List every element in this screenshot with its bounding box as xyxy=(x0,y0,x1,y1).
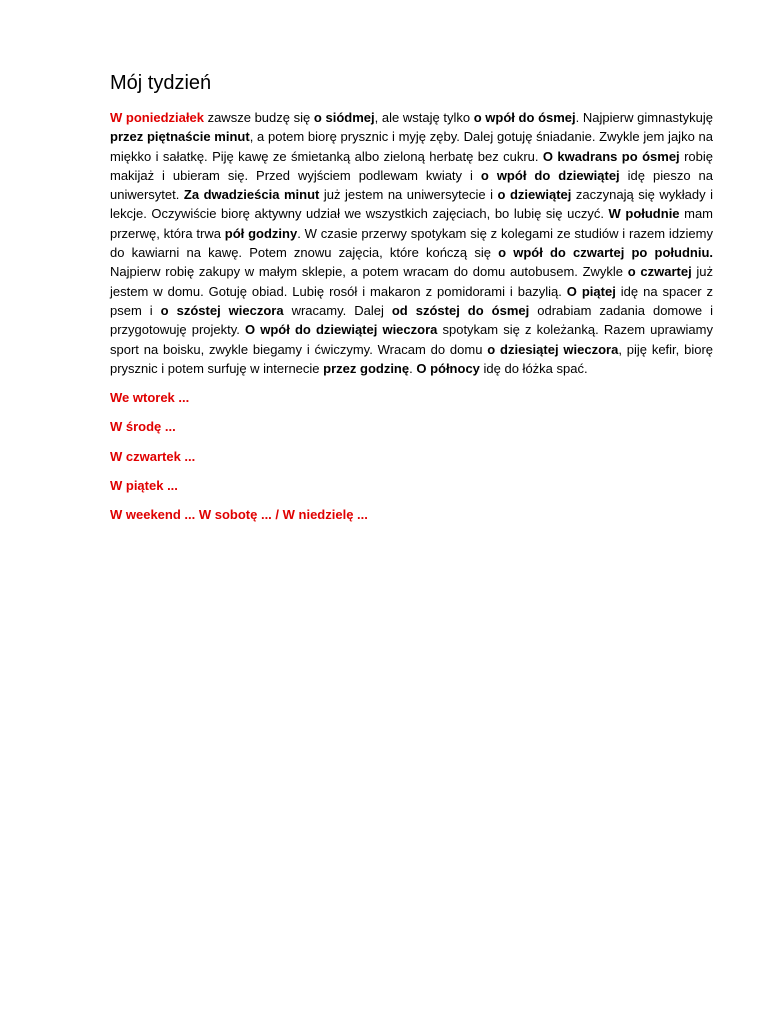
paragraph-segment: zaczynają się wykłady i lekcje. Oczywiście biorę aktywny udział we wszystkich zajęciach, bo lubię się uczyć. xyxy=(110,187,714,222)
day-heading-weekend: W weekend ... W sobotę ... / W niedzielę ... xyxy=(110,507,368,523)
paragraph-segment: , ale wstaję tylko xyxy=(374,110,474,125)
paragraph-segment: wracamy. Dalej xyxy=(283,302,392,318)
paragraph-segment: o dziewiątej xyxy=(497,187,572,203)
paragraph-segment: o szóstej wieczora xyxy=(160,302,284,318)
paragraph-segment: . W czasie przerwy spotykam się z kolegami ze studiów i razem idziemy do kawiarni na kawę. Potem znowu zajęcia, które kończą się xyxy=(110,225,713,261)
paragraph-segment: idę pieszo na uniwersytet. xyxy=(110,167,714,203)
paragraph-segment: O piątej xyxy=(566,283,616,299)
paragraph-segment: o wpół do ósmej xyxy=(473,110,576,125)
paragraph-segment: idę do łóżka spać. xyxy=(479,360,588,376)
paragraph-segment: Za dwadzieścia minut xyxy=(183,187,320,203)
day-heading-friday: W piątek ... xyxy=(110,478,178,494)
paragraph-segment: , piję kefir, biorę prysznic i potem surfuję w internecie xyxy=(110,341,714,376)
paragraph-segment: O kwadrans po ósmej xyxy=(542,148,680,164)
paragraph-segment: idę na spacer z psem i xyxy=(110,283,713,318)
paragraph-segment: O wpół do dziewiątej wieczora xyxy=(245,322,438,338)
paragraph-segment: , a potem biorę prysznic i myję zęby. Dalej gotuję śniadanie. Zwykle jem jajko na miękko i sałatkę. Piję kawę ze śmietanką albo zieloną herbatę bez cukru. xyxy=(110,129,714,164)
day-heading-thursday: W czwartek ... xyxy=(110,448,196,464)
paragraph-segment: o dziesiątej wieczora xyxy=(487,341,619,357)
paragraph-segment: przez piętnaście minut xyxy=(110,129,250,145)
document-page xyxy=(110,70,713,525)
paragraph-segment: robię makijaż i ubieram się. Przed wyjściem podlewam kwiaty i xyxy=(110,148,713,183)
paragraph-segment: o siódmej xyxy=(313,110,375,125)
paragraph-segment: już jestem na uniwersytecie i xyxy=(319,187,498,203)
paragraph-segment: O północy xyxy=(416,360,480,376)
main-paragraph xyxy=(110,108,713,378)
paragraph-segment: spotykam się z koleżanką. Razem uprawiamy sport na boisku, zwykle biegamy i ćwiczymy. Wracam do domu xyxy=(110,322,713,357)
day-heading-tuesday: We wtorek ... xyxy=(110,390,190,406)
paragraph-segment: Najpierw robię zakupy w małym sklepie, a potem wracam do domu autobusem. Zwykle xyxy=(110,264,628,280)
day-heading-wednesday: W środę ... xyxy=(110,419,176,435)
paragraph-segment: . xyxy=(409,360,417,376)
paragraph-segment: odrabiam zadania domowe i przygotowuję projekty. xyxy=(110,302,713,338)
paragraph-segment: o wpół do czwartej po południu. xyxy=(498,245,714,261)
paragraph-segment: przez godzinę xyxy=(323,360,410,376)
paragraph-segment: o czwartej xyxy=(627,264,692,280)
paragraph-segment: już jestem w domu. Gotuję obiad. Lubię rosół i makaron z pomidorami i bazylią. xyxy=(110,264,714,299)
document-title: Mój tydzień xyxy=(110,72,212,94)
paragraph-segment: zawsze budzę się xyxy=(203,110,314,125)
paragraph-segment: pół godziny xyxy=(224,225,298,241)
paragraph-segment: mam przerwę, która trwa xyxy=(110,206,714,241)
paragraph-segment: od szóstej do ósmej xyxy=(391,302,530,318)
paragraph-segment: o wpół do dziewiątej xyxy=(480,167,620,183)
paragraph-segment: W południe xyxy=(608,206,680,222)
paragraph-segment: . Najpierw gimnastykuję xyxy=(575,110,713,125)
paragraph-segment: W poniedziałek xyxy=(110,110,204,125)
